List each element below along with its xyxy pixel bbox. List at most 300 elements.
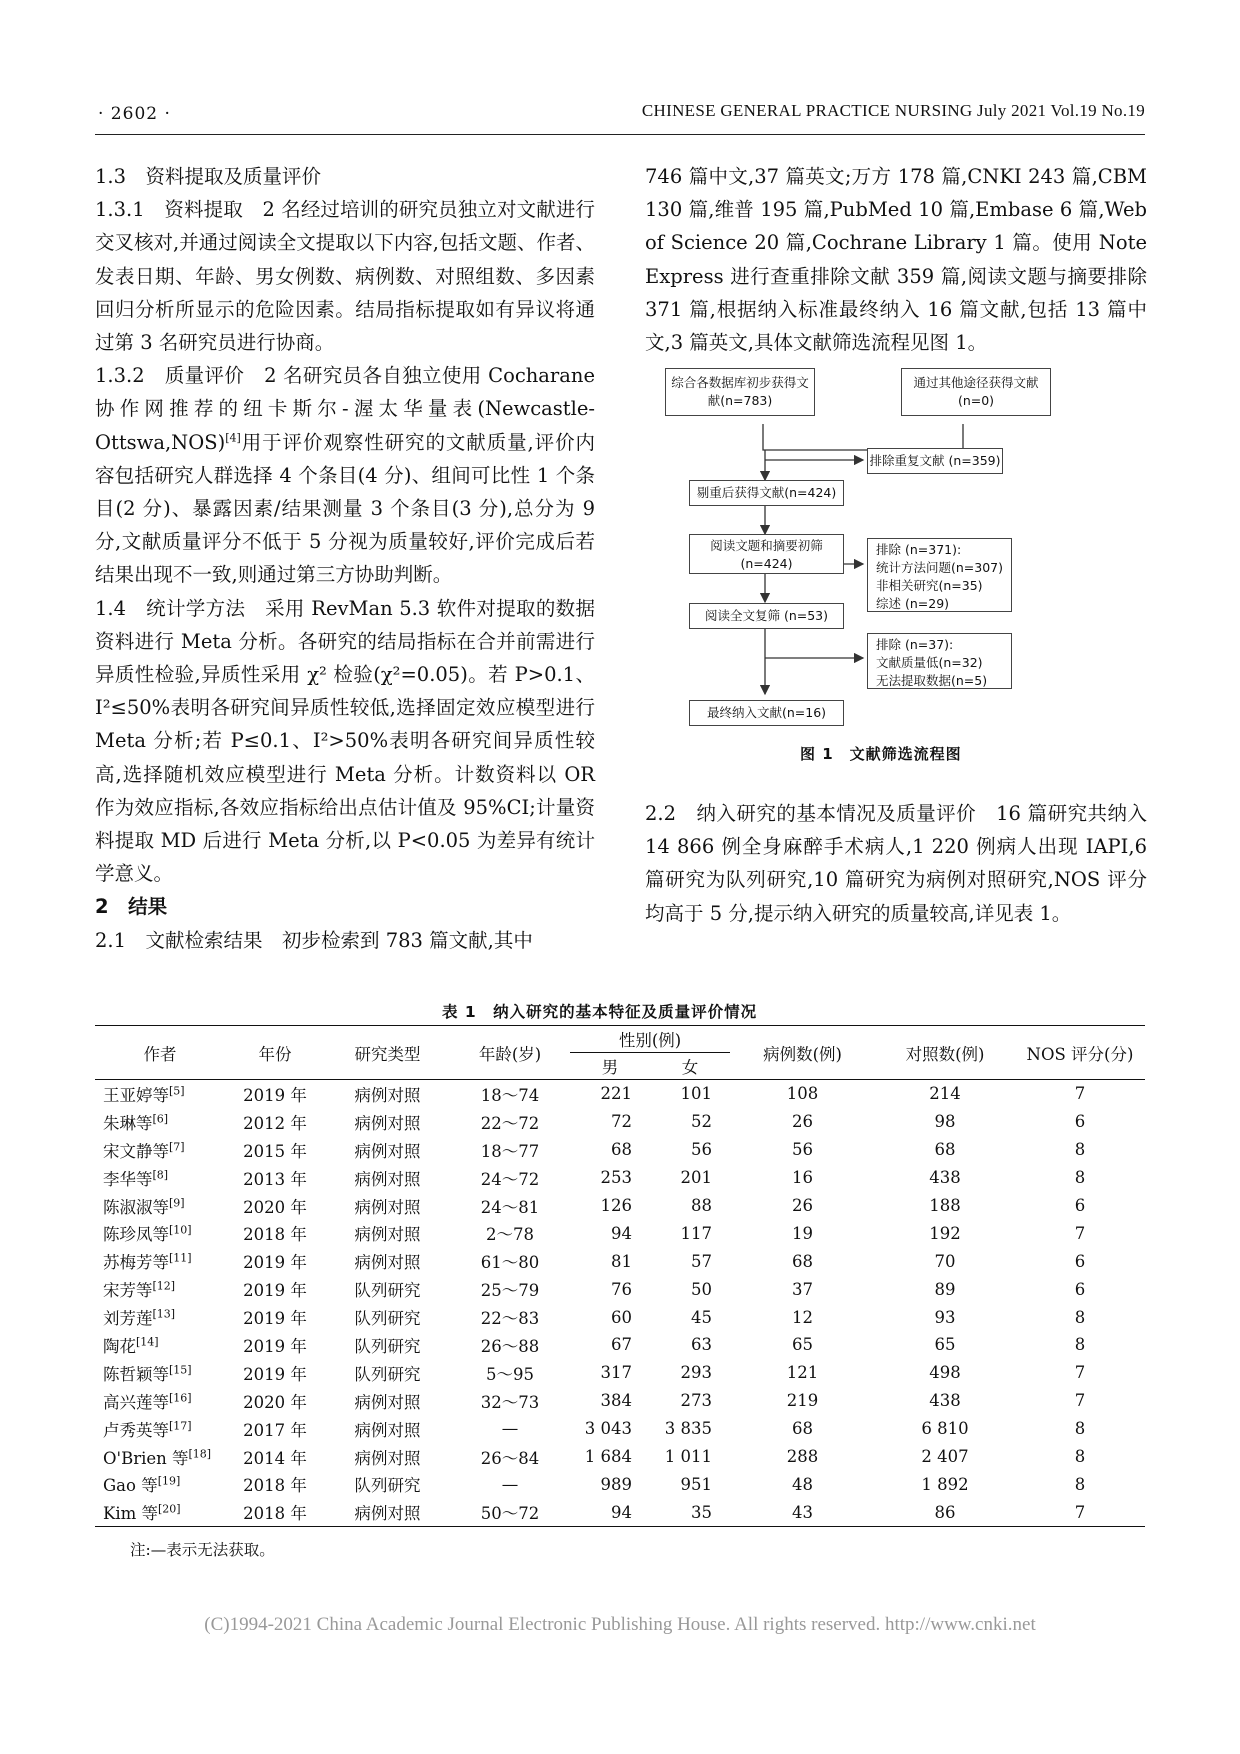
- cell-year: [225, 1415, 325, 1443]
- cell-male: [570, 1219, 650, 1247]
- exclude-line: 排除 (n=37):: [876, 637, 954, 652]
- cell-author: [95, 1359, 225, 1387]
- paragraph-2-1: [95, 924, 595, 957]
- cell-cases: [730, 1275, 875, 1303]
- year-value: 2018 年: [243, 1225, 307, 1245]
- cell-male: [570, 1136, 650, 1164]
- cases-value: 43: [792, 1502, 813, 1522]
- cases-value: 48: [792, 1474, 813, 1494]
- left-column: [95, 160, 595, 957]
- year-value: 2019 年: [243, 1364, 307, 1384]
- cell-female: [650, 1192, 730, 1220]
- cell-male: [570, 1247, 650, 1275]
- type-value: 病例对照: [354, 1085, 421, 1105]
- cell-author: [95, 1415, 225, 1443]
- cell-nos: [1015, 1192, 1145, 1220]
- cell-type: [325, 1303, 450, 1331]
- paragraph-1-3-1: [95, 193, 595, 359]
- female-value: 52: [691, 1112, 712, 1132]
- cell-female: [650, 1498, 730, 1526]
- cell-year: [225, 1470, 325, 1498]
- female-value: 117: [680, 1223, 712, 1243]
- cell-female: [650, 1415, 730, 1443]
- cell-author: [95, 1136, 225, 1164]
- cases-value: 19: [792, 1223, 813, 1243]
- author-value: 陈哲颖等: [103, 1364, 169, 1384]
- flow-box-initial: 综合各数据库初步获得文献(n=783): [665, 368, 815, 416]
- cell-year: [225, 1275, 325, 1303]
- cell-year: [225, 1387, 325, 1415]
- cell-year: [225, 1192, 325, 1220]
- cell-female: [650, 1164, 730, 1192]
- nos-value: 8: [1074, 1140, 1086, 1160]
- year-value: 2013 年: [243, 1169, 307, 1189]
- cell-nos: [1015, 1443, 1145, 1471]
- cell-controls: [875, 1470, 1015, 1498]
- paragraph-text: 采用 RevMan 5.3 软件对提取的数据资料进行 Meta 分析。各研究的结局指标在合并前需进行异质性检验,异质性采用 χ² 检验(χ²=0.05)。若 P>0.1、I²≤50%表明各研究间异质性较低,选择固定效应模型进行 Meta 分析;若 P≤0.1、I²>50%表明各研究间异质性较高,选择随机效应模型进行 Meta 分析。计数资料以 OR 作为效应指标,各效应指标给出点估计值及 95%CI;计量资料提取 MD 后进行 Meta 分析,以 P<0.05 为差异有统计学意义。: [95, 596, 595, 886]
- year-value: 2018 年: [243, 1504, 307, 1524]
- nos-value: 8: [1074, 1474, 1086, 1494]
- cell-age: [450, 1303, 570, 1331]
- table-row: [95, 1247, 1145, 1275]
- cell-controls: [875, 1275, 1015, 1303]
- male-value: 60: [611, 1307, 632, 1327]
- cell-cases: [730, 1498, 875, 1526]
- nos-value: 8: [1074, 1335, 1086, 1355]
- cell-year: [225, 1136, 325, 1164]
- flow-box-exclude-duplicates: 排除重复文献 (n=359): [867, 448, 1003, 474]
- table-row: [95, 1359, 1145, 1387]
- year-value: 2014 年: [243, 1448, 307, 1468]
- cell-cases: [730, 1108, 875, 1136]
- col-header-controls: 对照数(例): [875, 1026, 1015, 1080]
- subheading-1-4: 1.4 统计学方法: [95, 596, 246, 620]
- type-value: 病例对照: [354, 1197, 421, 1217]
- exclude-line: 统计方法问题(n=307): [876, 560, 1004, 575]
- male-value: 72: [611, 1112, 632, 1132]
- citation-ref: [17]: [169, 1419, 192, 1433]
- cell-controls: [875, 1192, 1015, 1220]
- cell-nos: [1015, 1219, 1145, 1247]
- female-value: 35: [691, 1502, 712, 1522]
- flowchart-figure-1: [665, 368, 1140, 738]
- cell-age: [450, 1331, 570, 1359]
- cell-female: [650, 1303, 730, 1331]
- controls-value: 438: [929, 1391, 961, 1411]
- cell-cases: [730, 1387, 875, 1415]
- nos-value: 8: [1074, 1168, 1086, 1188]
- cell-author: [95, 1080, 225, 1108]
- female-value: 56: [691, 1140, 712, 1160]
- cell-nos: [1015, 1136, 1145, 1164]
- author-value: 陶花: [103, 1336, 136, 1356]
- cell-female: [650, 1247, 730, 1275]
- flow-box-fulltext: 阅读全文复筛 (n=53): [689, 603, 844, 629]
- controls-value: 188: [929, 1196, 961, 1215]
- cell-year: [225, 1219, 325, 1247]
- male-value: 68: [611, 1140, 632, 1160]
- cell-male: [570, 1331, 650, 1359]
- journal-header: CHINESE GENERAL PRACTICE NURSING July 2021 Vol.19 No.19: [641, 101, 1145, 120]
- subheading-1-3-2: 1.3.2 质量评价: [95, 364, 245, 388]
- col-header-author: 作者: [95, 1026, 225, 1080]
- table-title: 表 1 纳入研究的基本特征及质量评价情况: [442, 1003, 758, 1021]
- table-note: 注:—表示无法获取。: [130, 1541, 275, 1559]
- cell-type: [325, 1219, 450, 1247]
- cell-age: [450, 1080, 570, 1108]
- type-value: 病例对照: [354, 1448, 421, 1468]
- cell-author: [95, 1192, 225, 1220]
- cell-controls: [875, 1331, 1015, 1359]
- cell-type: [325, 1387, 450, 1415]
- exclude-line: 文献质量低(n=32): [876, 655, 983, 670]
- citation-ref: [18]: [188, 1447, 212, 1461]
- cases-value: 12: [792, 1307, 813, 1327]
- cell-controls: [875, 1080, 1015, 1108]
- table-row: [95, 1303, 1145, 1331]
- heading-text: 1.3 资料提取及质量评价: [95, 165, 322, 188]
- table-row: [95, 1387, 1145, 1415]
- nos-value: 8: [1074, 1307, 1086, 1327]
- cell-female: [650, 1108, 730, 1136]
- female-value: 50: [691, 1279, 712, 1299]
- cell-male: [570, 1470, 650, 1498]
- table-row: [95, 1192, 1145, 1220]
- exclude-line: 非相关研究(n=35): [876, 578, 983, 593]
- author-value: O'Brien 等: [103, 1448, 189, 1468]
- controls-value: 93: [934, 1307, 956, 1327]
- data-table: [95, 1025, 1145, 1527]
- cell-author: [95, 1247, 225, 1275]
- cell-type: [325, 1359, 450, 1387]
- age-value: —: [501, 1419, 519, 1439]
- flow-box-exclude-371: [867, 538, 1012, 612]
- cell-age: [450, 1136, 570, 1164]
- female-value: 273: [680, 1391, 712, 1411]
- cell-male: [570, 1164, 650, 1192]
- cell-male: [570, 1415, 650, 1443]
- cell-type: [325, 1498, 450, 1526]
- type-value: 队列研究: [354, 1281, 421, 1301]
- cell-author: [95, 1443, 225, 1471]
- table-row: [95, 1275, 1145, 1303]
- cell-type: [325, 1192, 450, 1220]
- citation-ref: [6]: [152, 1112, 169, 1126]
- cell-controls: [875, 1387, 1015, 1415]
- age-value: 61～80: [480, 1253, 540, 1273]
- nos-value: 7: [1074, 1084, 1086, 1104]
- female-value: 45: [691, 1307, 712, 1327]
- type-value: 病例对照: [354, 1504, 421, 1524]
- cell-author: [95, 1219, 225, 1247]
- cell-cases: [730, 1331, 875, 1359]
- flow-box-after-dedup: 剔重后获得文献(n=424): [689, 480, 844, 506]
- paragraph-text: 初步检索到 783 篇文献,其中: [282, 928, 533, 952]
- cell-cases: [730, 1219, 875, 1247]
- citation-ref: [11]: [169, 1251, 192, 1265]
- cell-controls: [875, 1136, 1015, 1164]
- author-value: 宋文静等: [103, 1141, 169, 1161]
- age-value: 18～77: [480, 1141, 540, 1161]
- nos-value: 7: [1074, 1391, 1086, 1411]
- cell-nos: [1015, 1080, 1145, 1108]
- merge-connector: [763, 424, 963, 450]
- cell-age: [450, 1192, 570, 1220]
- cell-age: [450, 1275, 570, 1303]
- female-value: 293: [680, 1363, 712, 1383]
- female-value: 1 011: [664, 1447, 712, 1467]
- nos-value: 8: [1074, 1447, 1086, 1467]
- paragraph-2-1-cont: 746 篇中文,37 篇英文;万方 178 篇,CNKI 243 篇,CBM 130 篇,维普 195 篇,PubMed 10 篇,Embase 6 篇,Web of Science 20 篇,Cochrane Library 1 篇。使用 Note Express 进行查重排除文献 359 篇,阅读文题与摘要排除 371 篇,根据纳入标准最终纳入 16 篇文献,包括 13 篇中文,3 篇英文,具体文献筛选流程见图 1。: [645, 165, 1147, 355]
- author-value: 陈珍凤等: [103, 1225, 169, 1245]
- cell-author: [95, 1470, 225, 1498]
- author-value: 苏梅芳等: [103, 1253, 169, 1273]
- exclude-line: 排除 (n=371):: [876, 542, 962, 557]
- cases-value: 68: [792, 1419, 813, 1439]
- cell-type: [325, 1108, 450, 1136]
- age-value: 2～78: [486, 1225, 534, 1245]
- year-value: 2019 年: [243, 1309, 307, 1329]
- cell-age: [450, 1247, 570, 1275]
- age-value: 26～88: [480, 1336, 540, 1356]
- type-value: 队列研究: [354, 1309, 421, 1329]
- cell-year: [225, 1443, 325, 1471]
- controls-value: 86: [934, 1502, 956, 1522]
- author-value: 王亚婷等: [103, 1085, 169, 1105]
- figure-caption: 图 1 文献筛选流程图: [800, 745, 962, 763]
- table-row: [95, 1136, 1145, 1164]
- cell-year: [225, 1359, 325, 1387]
- header-rule: [95, 134, 1145, 135]
- cell-female: [650, 1470, 730, 1498]
- cell-type: [325, 1247, 450, 1275]
- male-value: 67: [611, 1335, 632, 1355]
- cell-cases: [730, 1136, 875, 1164]
- cell-nos: [1015, 1470, 1145, 1498]
- cell-nos: [1015, 1498, 1145, 1526]
- age-value: 18～74: [480, 1085, 540, 1105]
- citation-ref: [16]: [169, 1391, 192, 1405]
- cell-male: [570, 1387, 650, 1415]
- male-value: 3 043: [584, 1419, 632, 1439]
- age-value: 32～73: [480, 1392, 540, 1412]
- author-value: 宋芳等: [103, 1281, 153, 1301]
- col-header-nos: NOS 评分(分): [1015, 1026, 1145, 1080]
- nos-value: 6: [1074, 1251, 1086, 1271]
- cell-age: [450, 1387, 570, 1415]
- controls-value: 65: [934, 1335, 956, 1355]
- year-value: 2020 年: [243, 1197, 307, 1217]
- author-value: 陈淑淑等: [103, 1197, 169, 1217]
- type-value: 病例对照: [354, 1225, 421, 1245]
- cell-male: [570, 1192, 650, 1220]
- cell-male: [570, 1080, 650, 1108]
- controls-value: 1 892: [921, 1474, 969, 1494]
- cell-type: [325, 1443, 450, 1471]
- cases-value: 108: [786, 1084, 819, 1104]
- table-row: [95, 1470, 1145, 1498]
- table-1: [95, 1025, 1145, 1527]
- type-value: 病例对照: [354, 1420, 421, 1440]
- right-column-lower: [645, 797, 1147, 930]
- cell-author: [95, 1108, 225, 1136]
- cell-author: [95, 1387, 225, 1415]
- subheading-1-3-1: 1.3.1 资料提取: [95, 198, 243, 222]
- exclude-line: 无法提取数据(n=5): [876, 673, 988, 688]
- age-value: 24～81: [480, 1197, 540, 1217]
- cell-cases: [730, 1247, 875, 1275]
- right-column: [645, 160, 1147, 359]
- cell-author: [95, 1303, 225, 1331]
- cell-cases: [730, 1415, 875, 1443]
- year-value: 2018 年: [243, 1476, 307, 1496]
- age-value: 5～95: [486, 1364, 534, 1384]
- controls-value: 70: [934, 1251, 956, 1271]
- cases-value: 121: [786, 1363, 819, 1383]
- female-value: 63: [691, 1335, 712, 1355]
- type-value: 病例对照: [354, 1169, 421, 1189]
- author-value: 刘芳莲: [103, 1309, 153, 1329]
- cell-year: [225, 1498, 325, 1526]
- table-row: [95, 1498, 1145, 1526]
- author-value: 卢秀英等: [103, 1420, 169, 1440]
- cell-cases: [730, 1080, 875, 1108]
- cell-nos: [1015, 1108, 1145, 1136]
- paragraph-text: 2 名研究员各自独立使用 Cocharane 协作网推荐的纽卡斯尔-渥太华量表(Newcastle-Ottswa,NOS): [95, 364, 595, 454]
- cell-author: [95, 1498, 225, 1526]
- citation-ref: [10]: [169, 1223, 192, 1237]
- citation-ref: [14]: [136, 1335, 159, 1349]
- cell-nos: [1015, 1387, 1145, 1415]
- age-value: 50～72: [480, 1504, 540, 1524]
- author-value: 高兴莲等: [103, 1392, 169, 1412]
- cell-year: [225, 1303, 325, 1331]
- cell-controls: [875, 1247, 1015, 1275]
- type-value: 队列研究: [354, 1476, 421, 1496]
- cell-age: [450, 1359, 570, 1387]
- cases-value: 26: [792, 1196, 813, 1215]
- cell-cases: [730, 1443, 875, 1471]
- age-value: —: [501, 1474, 519, 1494]
- col-header-female: 女: [650, 1053, 730, 1080]
- controls-value: 89: [934, 1279, 956, 1299]
- cases-value: 65: [792, 1335, 813, 1355]
- cell-controls: [875, 1219, 1015, 1247]
- paragraph-text: 用于评价观察性研究的文献质量,评价内容包括研究人群选择 4 个条目(4 分)、组间可比性 1 个条目(2 分)、暴露因素/结果测量 3 个条目(3 分),总分为 9 分,文献质量评分不低于 5 分视为质量较好,评价完成后若结果出现不一致,则通过第三方协助判断。: [95, 430, 595, 587]
- cell-type: [325, 1275, 450, 1303]
- male-value: 126: [600, 1196, 632, 1215]
- cell-year: [225, 1080, 325, 1108]
- year-value: 2015 年: [243, 1141, 307, 1161]
- flow-box-final: 最终纳入文献(n=16): [689, 700, 844, 726]
- cell-type: [325, 1415, 450, 1443]
- cases-value: 37: [792, 1279, 813, 1299]
- cell-controls: [875, 1443, 1015, 1471]
- cell-female: [650, 1331, 730, 1359]
- paragraph-text: 16 篇研究共纳入 14 866 例全身麻醉手术病人,1 220 例病人出现 IAPI,6 篇研究为队列研究,10 篇研究为病例对照研究,NOS 评分均高于 5 分,提示纳入研究的质量较高,详见表 1。: [645, 802, 1147, 925]
- age-value: 24～72: [480, 1169, 540, 1189]
- cell-controls: [875, 1359, 1015, 1387]
- table-row: [95, 1331, 1145, 1359]
- paragraph-text: 2 名经过培训的研究员独立对文献进行交叉核对,并通过阅读全文提取以下内容,包括文题、作者、发表日期、年龄、男女例数、病例数、对照组数、多因素回归分析所显示的危险因素。结局指标提取如有异议将通过第 3 名研究员进行协商。: [95, 198, 595, 355]
- cell-age: [450, 1470, 570, 1498]
- year-value: 2019 年: [243, 1253, 307, 1273]
- cell-female: [650, 1443, 730, 1471]
- cell-male: [570, 1359, 650, 1387]
- cell-male: [570, 1498, 650, 1526]
- flow-box-title-abstract: 阅读文题和摘要初筛(n=424): [689, 534, 844, 574]
- cell-year: [225, 1164, 325, 1192]
- male-value: 81: [611, 1251, 632, 1271]
- age-value: 22～83: [480, 1309, 540, 1329]
- paragraph-1-4: [95, 592, 595, 891]
- cell-year: [225, 1108, 325, 1136]
- male-value: 76: [611, 1279, 632, 1299]
- male-value: 1 684: [584, 1447, 632, 1467]
- age-value: 25～79: [480, 1281, 540, 1301]
- male-value: 253: [600, 1168, 632, 1188]
- col-header-cases: 病例数(例): [730, 1026, 875, 1080]
- controls-value: 498: [929, 1363, 961, 1383]
- cell-nos: [1015, 1164, 1145, 1192]
- citation-ref: [15]: [169, 1363, 192, 1377]
- cell-type: [325, 1136, 450, 1164]
- cell-cases: [730, 1470, 875, 1498]
- cell-controls: [875, 1108, 1015, 1136]
- copyright-footer: (C)1994-2021 China Academic Journal Electronic Publishing House. All rights reserved. http://www.cnki.net: [204, 1614, 1036, 1635]
- controls-value: 214: [929, 1084, 961, 1104]
- citation-ref: [7]: [169, 1140, 185, 1154]
- cases-value: 16: [792, 1168, 813, 1188]
- subheading-2-2: 2.2 纳入研究的基本情况及质量评价: [645, 802, 977, 825]
- col-header-male: 男: [570, 1053, 650, 1080]
- author-value: Gao 等: [103, 1476, 158, 1496]
- cell-male: [570, 1275, 650, 1303]
- male-value: 221: [600, 1084, 632, 1104]
- nos-value: 7: [1074, 1363, 1086, 1383]
- cell-cases: [730, 1164, 875, 1192]
- cell-type: [325, 1470, 450, 1498]
- male-value: 94: [611, 1502, 632, 1522]
- cases-value: 68: [792, 1251, 813, 1271]
- citation-ref: [20]: [158, 1502, 181, 1516]
- col-header-sex: 性别(例): [570, 1026, 730, 1053]
- author-value: Kim 等: [103, 1504, 158, 1524]
- table-row: [95, 1080, 1145, 1108]
- cell-cases: [730, 1192, 875, 1220]
- paragraph-1-3-2: [95, 359, 595, 591]
- citation-ref: [12]: [152, 1279, 176, 1293]
- cell-female: [650, 1219, 730, 1247]
- controls-value: 192: [929, 1223, 961, 1243]
- type-value: 病例对照: [354, 1141, 421, 1161]
- male-value: 94: [611, 1223, 632, 1243]
- year-value: 2019 年: [243, 1281, 307, 1301]
- cell-age: [450, 1219, 570, 1247]
- flow-box-exclude-37: [867, 633, 1012, 689]
- year-value: 2020 年: [243, 1392, 307, 1412]
- nos-value: 6: [1074, 1196, 1086, 1215]
- cell-female: [650, 1080, 730, 1108]
- cell-nos: [1015, 1275, 1145, 1303]
- citation-ref: [5]: [169, 1084, 185, 1098]
- nos-value: 6: [1074, 1279, 1086, 1299]
- cell-controls: [875, 1415, 1015, 1443]
- heading-text: 2 结果: [95, 895, 168, 919]
- cell-cases: [730, 1303, 875, 1331]
- year-value: 2012 年: [243, 1113, 307, 1133]
- age-value: 22～72: [480, 1113, 540, 1133]
